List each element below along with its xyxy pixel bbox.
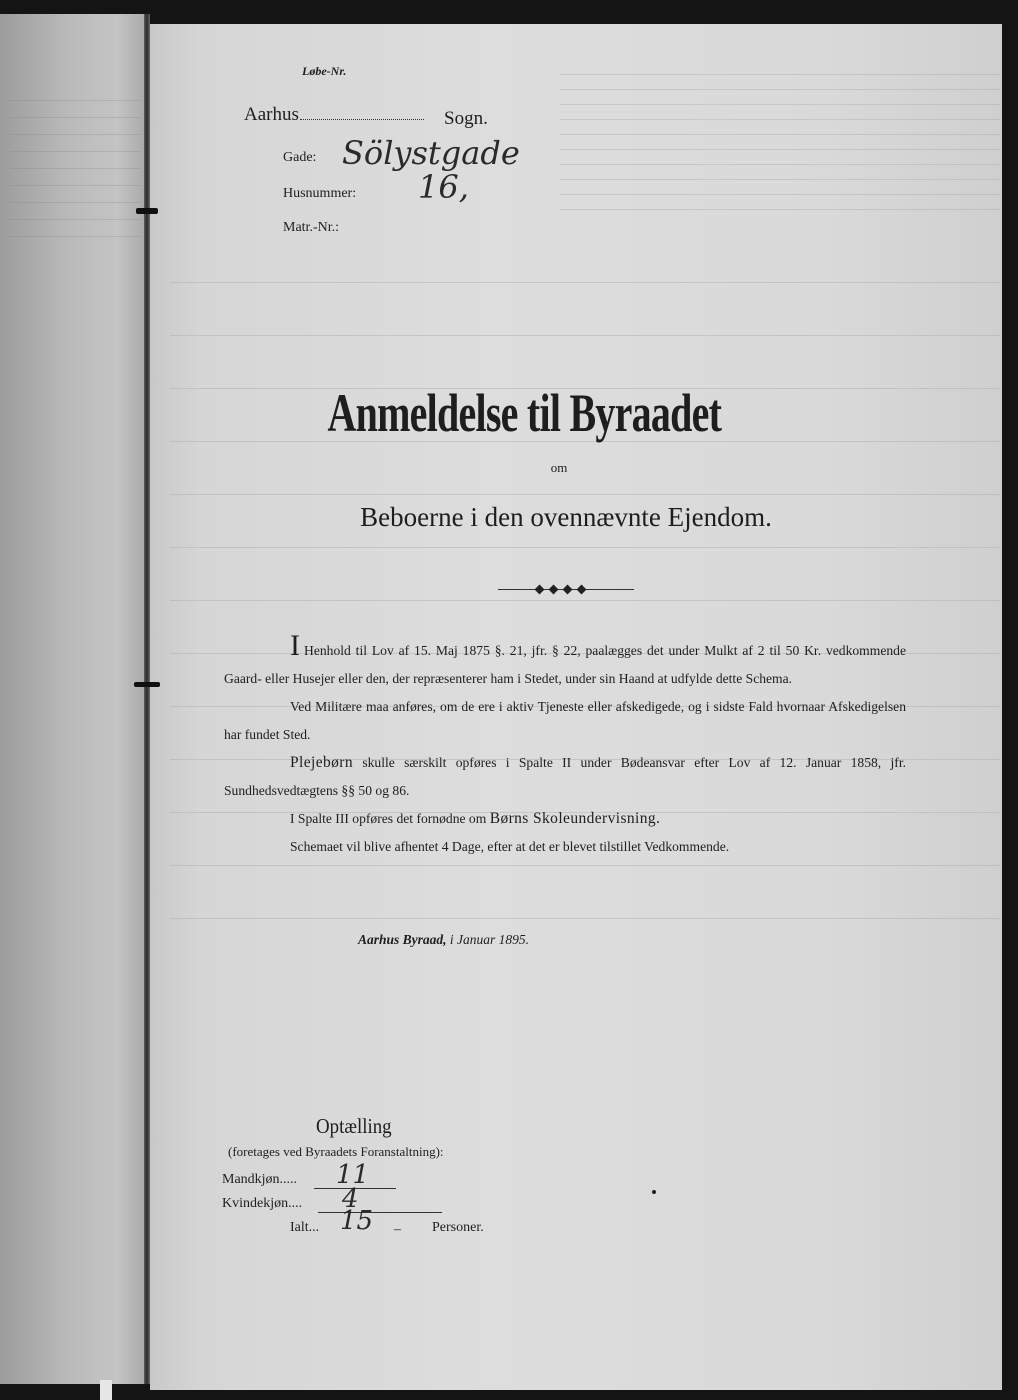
count-title: Optælling: [316, 1114, 392, 1138]
gade-value: Sölystgade: [342, 134, 520, 172]
bleed-through-header: [560, 60, 1000, 220]
document-title: Anmeldelse til Byraadet: [327, 383, 722, 443]
gade-label: Gade:: [283, 150, 317, 165]
ialt-label: Ialt...: [290, 1220, 320, 1235]
kvindekjon-line: [318, 1212, 442, 1213]
binding-pin: [134, 682, 160, 687]
document-subtitle: Beboerne i den ovennævnte Ejendom.: [360, 502, 772, 532]
instructions-text: [224, 629, 906, 861]
loebe-nr-label: Løbe-Nr.: [302, 64, 347, 78]
paragraph-5: Schemaet vil blive afhentet 4 Dage, efter at det er blevet tilstillet Vedkommende.: [290, 839, 730, 854]
paragraph-3: Plejebørn skulle særskilt opføres i Spalte II under Bødeansvar efter Lov af 12. Januar 1858, jfr. Sundhedsvedtægtens §§ 50 og 86.: [224, 754, 906, 798]
count-subtitle: (foretages ved Byraadets Foranstaltning):: [228, 1144, 444, 1159]
sogn-label: Sogn.: [444, 108, 488, 129]
mandkjon-value: 11: [336, 1160, 370, 1190]
paragraph-1: I Henhold til Lov af 15. Maj 1875 §. 21, jfr. § 22, paalægges det under Mulkt af 2 til 50 Kr. vedkommende Gaard- eller Husejer eller den, der repræsenterer ham i Stedet, under sin Haand at udfylde dette Schema.: [224, 629, 906, 686]
city-label: Aarhus: [244, 104, 425, 126]
kvindekjon-label: Kvindekjøn....: [222, 1196, 303, 1211]
paragraph-2: Ved Militære maa anføres, om de ere i aktiv Tjeneste eller afskedigede, og i sidste Fald hvornaar Afskedigelsen har fundet Sted.: [224, 699, 906, 742]
mandkjon-label: Mandkjøn.....: [222, 1172, 298, 1187]
drop-cap: I: [290, 629, 300, 662]
matr-nr-label: Matr.-Nr.:: [283, 220, 339, 235]
binding-pin: [136, 208, 158, 214]
personer-label: Personer.: [432, 1220, 484, 1235]
page-tab: [100, 1380, 112, 1400]
ialt-value: 15: [340, 1206, 374, 1236]
title-connector: om: [550, 460, 568, 475]
issuer-signature: Aarhus Byraad, i Januar 1895.: [358, 932, 530, 947]
husnummer-label: Husnummer:: [283, 186, 357, 201]
husnummer-value: 16,: [418, 168, 469, 206]
left-page-edge: [0, 14, 146, 1384]
ialt-dash: –: [394, 1222, 401, 1237]
kvindekjon-value: 4: [342, 1184, 359, 1214]
ornament-divider: [498, 586, 634, 594]
paragraph-4: I Spalte III opføres det fornødne om Børns Skoleundervisning.: [290, 810, 661, 827]
ink-speck: [652, 1190, 656, 1194]
